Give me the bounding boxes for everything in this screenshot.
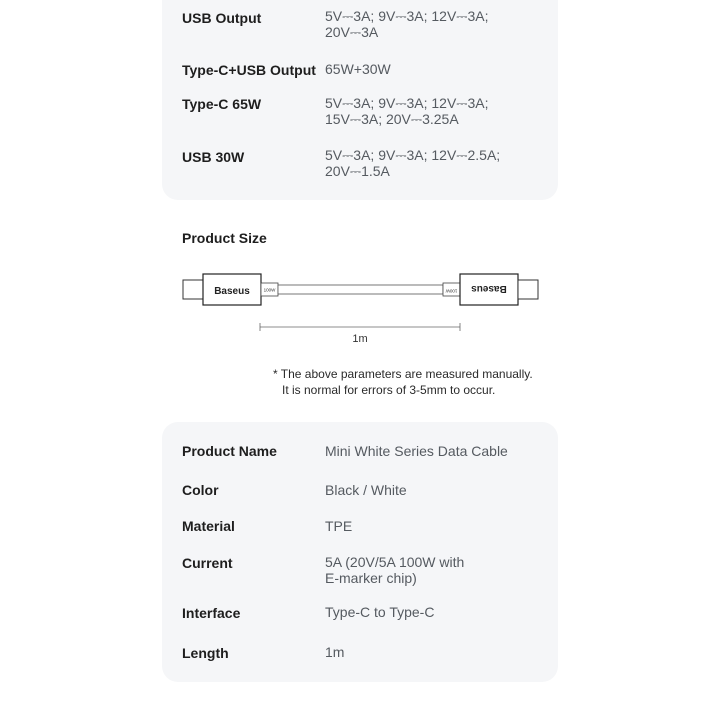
spec-value-line: 5V⎓3A; 9V⎓3A; 12V⎓3A;: [325, 95, 489, 111]
spec-value-line: Mini White Series Data Cable: [325, 443, 508, 459]
spec-value-current: [325, 554, 464, 586]
spec-label-material: Material: [182, 518, 235, 534]
spec-value-interface: [325, 604, 434, 620]
spec-label-interface: Interface: [182, 605, 241, 621]
spec-label-length: Length: [182, 645, 229, 661]
cable-wire: [278, 285, 443, 294]
spec-label-typec-usb-output: Type-C+USB Output: [182, 62, 316, 78]
spec-value-product-name: [325, 443, 508, 459]
spec-value-usb-output: [325, 8, 489, 40]
spec-value-line: 15V⎓3A; 20V⎓3.25A: [325, 111, 459, 127]
product-specs-panel: [162, 422, 558, 682]
spec-value-line: Type-C to Type-C: [325, 604, 435, 620]
left-brand-text: Baseus: [214, 286, 250, 297]
spec-label-product-name: Product Name: [182, 443, 277, 459]
spec-value-usb-30w: [325, 147, 500, 179]
spec-label-typec-65w: Type-C 65W: [182, 96, 262, 112]
measurement-note-line2: It is normal for errors of 3-5mm to occur.: [282, 383, 496, 397]
spec-value-line: 20V⎓3A: [325, 24, 379, 40]
dimension-length-label: 1m: [352, 333, 368, 345]
spec-value-length: [325, 644, 344, 660]
left-plug-tip: [183, 280, 203, 299]
spec-value-line: 5V⎓3A; 9V⎓3A; 12V⎓3A;: [325, 8, 489, 24]
measurement-note-line1: * The above parameters are measured manually.: [273, 367, 533, 381]
spec-value-typec-usb-output: [325, 61, 391, 77]
spec-value-line: 20V⎓1.5A: [325, 163, 390, 179]
right-plug-tip: [518, 280, 538, 299]
cable-diagram: [0, 260, 720, 350]
spec-value-line: 65W+30W: [325, 61, 391, 77]
right-wattage-tag: 100W: [445, 288, 458, 294]
spec-value-color: [325, 482, 407, 498]
spec-value-line: E-marker chip): [325, 570, 417, 586]
spec-value-line: TPE: [325, 518, 353, 534]
spec-label-color: Color: [182, 482, 219, 498]
product-size-heading: Product Size: [182, 230, 267, 246]
spec-label-current: Current: [182, 555, 233, 571]
spec-value-typec-65w: [325, 95, 489, 127]
spec-value-line: 1m: [325, 644, 345, 660]
spec-value-line: Black / White: [325, 482, 407, 498]
spec-label-usb-30w: USB 30W: [182, 149, 245, 165]
right-brand-text: Baseus: [471, 283, 507, 294]
spec-value-material: [325, 518, 352, 534]
left-wattage-tag: 100W: [263, 287, 276, 293]
spec-value-line: 5A (20V/5A 100W with: [325, 554, 465, 570]
spec-label-usb-output: USB Output: [182, 10, 262, 26]
spec-value-line: 5V⎓3A; 9V⎓3A; 12V⎓2.5A;: [325, 147, 501, 163]
